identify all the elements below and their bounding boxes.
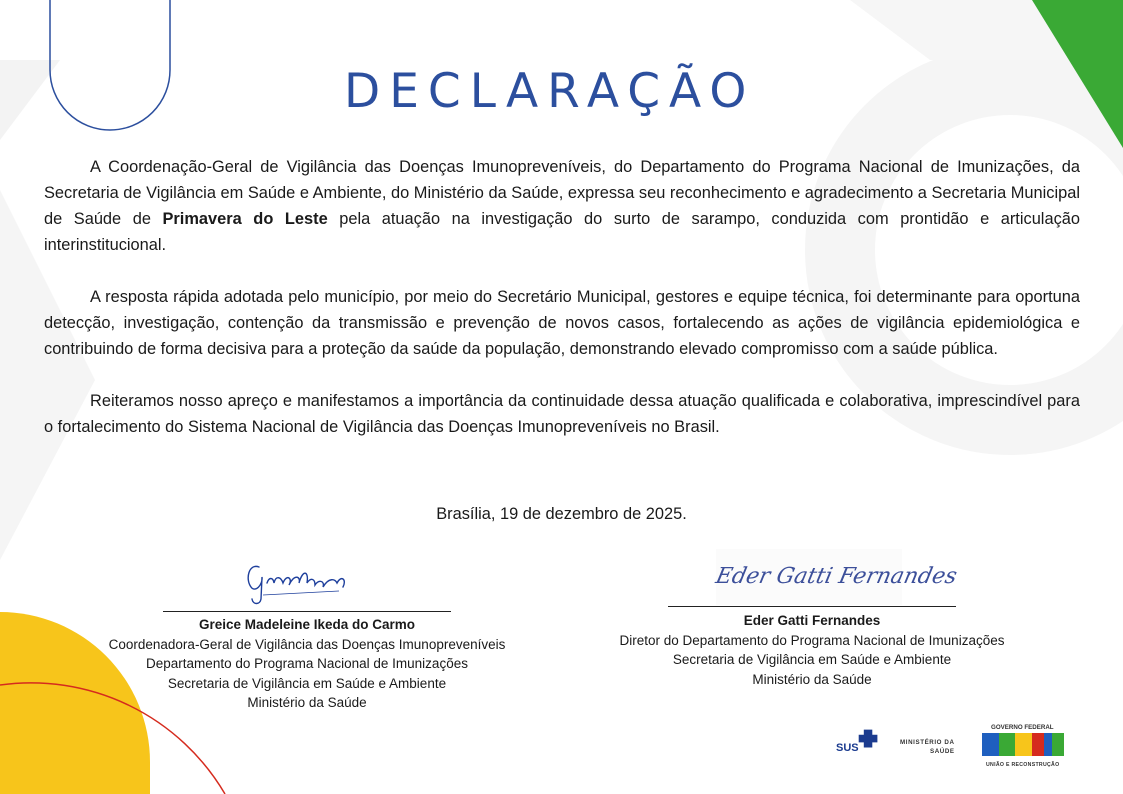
- blue-arch-outline: [50, 0, 170, 130]
- municipality-name: Primavera do Leste: [162, 210, 328, 228]
- paragraph-1-before: A Coordenação-Geral de Vigilância das Doenças Imunopreveníveis, do Departamento do Programa Nacional de Imunizações, da Secretaria de Vigilância em Saúde e Ambiente, do Ministério da Saúde, expressa seu reconhecimento e agradecimento a Secretaria Municipal de Saúde de: [44, 158, 1080, 228]
- signatory-ministry: Ministério da Saúde: [247, 695, 367, 710]
- government-logos: [836, 722, 1086, 772]
- signatory-secretariat: Secretaria de Vigilância em Saúde e Ambiente: [672, 652, 952, 667]
- signatory-name: Eder Gatti Fernandes: [743, 613, 881, 628]
- signature-line-left: [163, 611, 451, 612]
- watermark-shape: [0, 60, 60, 140]
- signatory-role: Diretor do Departamento do Programa Nacional de Imunizações: [619, 632, 1005, 648]
- paragraph-1: [44, 154, 1080, 258]
- paragraph-2: A resposta rápida adotada pelo município, por meio do Secretário Municipal, gestores e equipe técnica, foi determinante para oportuna detecção, investigação, contenção da transmissão e prevenção de novos casos, fortalecendo as ações de vigilância epidemiológica e contribuindo de forma decisiva para a proteção da saúde da população, demonstrando elevado compromisso com a saúde pública.: [44, 288, 1080, 358]
- declaration-body: [44, 154, 1080, 466]
- handwritten-signature-right: [713, 549, 960, 605]
- signatory-role: Coordenadora-Geral de Vigilância das Doenças Imunopreveníveis: [108, 636, 506, 652]
- signatory-name: Greice Madeleine Ikeda do Carmo: [198, 617, 416, 632]
- sus-logo: [836, 730, 877, 754]
- svg-text:UNIÃO E RECONSTRUÇÃO: UNIÃO E RECONSTRUÇÃO: [986, 762, 1060, 768]
- svg-text:SUS: SUS: [836, 742, 859, 754]
- governo-federal-logo: [982, 724, 1064, 768]
- page-title: DECLARAÇÃO: [344, 64, 756, 119]
- svg-text:Eder Gatti Fernandes: Eder Gatti Fernandes: [713, 563, 960, 589]
- signatory-right: [562, 611, 1062, 689]
- paragraph-1-after: pela atuação na investigação do surto de sarampo, conduzida com prontidão e articulação interinstitucional.: [44, 210, 1080, 254]
- svg-text:GOVERNO FEDERAL: GOVERNO FEDERAL: [991, 724, 1054, 731]
- svg-text:SAÚDE: SAÚDE: [930, 748, 955, 755]
- ministry-logo: [900, 738, 955, 755]
- signatory-ministry: Ministério da Saúde: [752, 671, 872, 687]
- paragraph-3: Reiteramos nosso apreço e manifestamos a importância da continuidade dessa atuação qualificada e colaborativa, imprescindível para o fortalecimento do Sistema Nacional de Vigilância das Doenças Imunopreveníveis no Brasil.: [44, 392, 1080, 436]
- date-line: Brasília, 19 de dezembro de 2025.: [436, 505, 687, 523]
- brasil-wordmark: [982, 733, 1064, 756]
- signatory-left: [57, 615, 557, 713]
- signature-line-right: [668, 606, 956, 607]
- signatory-department: Departamento do Programa Nacional de Imunizações: [146, 656, 468, 671]
- handwritten-signature-left: [243, 555, 355, 607]
- svg-text:MINISTÉRIO DA: MINISTÉRIO DA: [900, 739, 955, 746]
- signatory-secretariat: Secretaria de Vigilância em Saúde e Ambiente: [167, 675, 447, 691]
